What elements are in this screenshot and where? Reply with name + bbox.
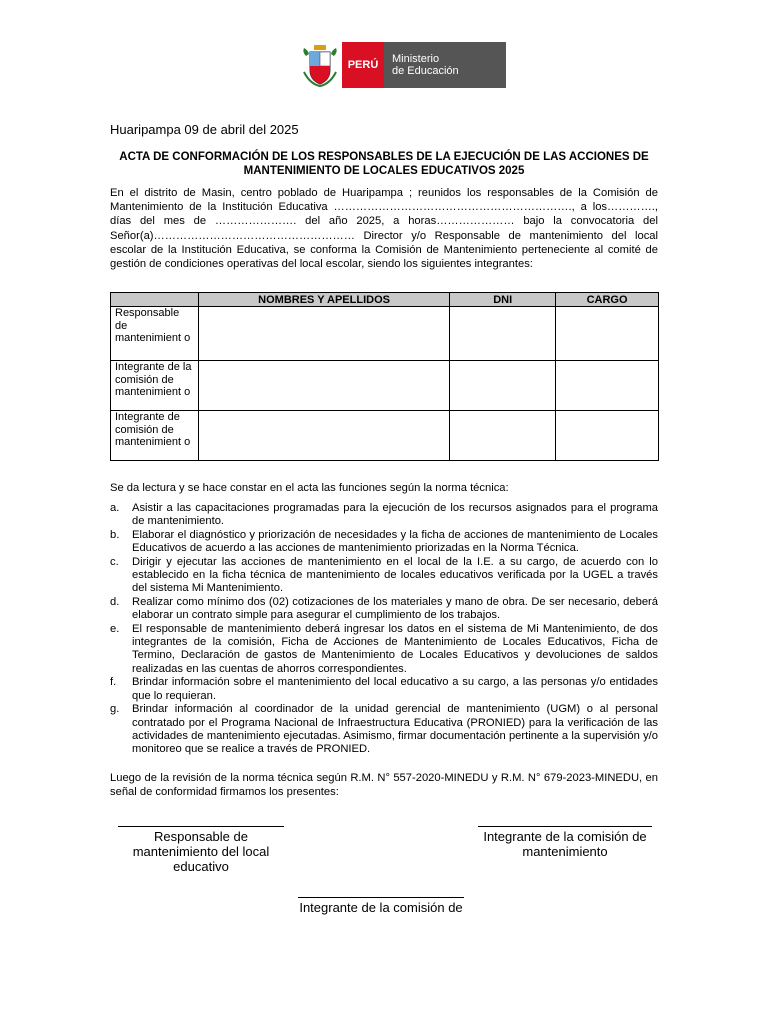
item-text: Realizar como mínimo dos (02) cotizaciones de los materiales y mano de obra. De ser necesario, deberá elaborar un contrato simple para asegurar el cumplimiento de los trabajos. [132, 595, 658, 622]
names-cell[interactable] [198, 361, 449, 411]
signature-left [118, 826, 284, 874]
list-item [110, 529, 658, 556]
dni-cell[interactable] [450, 307, 556, 361]
ministry-logo [300, 42, 506, 88]
functions-list [110, 502, 658, 757]
list-item [110, 703, 658, 757]
dni-cell[interactable] [450, 411, 556, 461]
role-cell: Integrante de la comisión de mantenimient o [111, 361, 199, 411]
coat-of-arms-icon [300, 42, 340, 88]
cargo-cell[interactable] [556, 307, 659, 361]
peru-label: PERÚ [342, 42, 384, 88]
item-text: Brindar información al coordinador de la unidad gerencial de mantenimiento (UGM) o al personal contratado por el Programa Nacional de Infraestructura Educativa (PRONIED) para la verificación de las actividades de mantenimiento ejecutadas. Asimismo, firmar documentación pertinente a la supervisión y/o monitoreo que se realice a través de PRONIED. [132, 703, 658, 756]
ministry-label [384, 42, 506, 88]
signature-right [478, 826, 652, 859]
list-item [110, 502, 658, 529]
header-cargo: CARGO [556, 293, 659, 307]
names-cell[interactable] [198, 307, 449, 361]
ministry-line-1: Ministerio [392, 53, 440, 65]
item-letter: f. [110, 676, 117, 689]
document-title [110, 150, 658, 178]
signature-right-label: Integrante de la comisión de mantenimiento [483, 829, 647, 859]
signature-bottom [298, 897, 464, 915]
list-item [110, 596, 658, 623]
table-row [111, 307, 659, 361]
role-cell: Integrante de comisión de mantenimient o [111, 411, 199, 461]
members-table [110, 292, 659, 461]
list-item [110, 676, 658, 703]
item-letter: e. [110, 622, 120, 635]
cargo-cell[interactable] [556, 411, 659, 461]
item-text: Elaborar el diagnóstico y priorización de necesidades y la ficha de acciones de mantenimiento de Locales Educativos de acuerdo a las acciones de mantenimiento priorizadas en la Norma Técnica. [132, 528, 658, 555]
signature-left-label: Responsable de mantenimiento del local educativo [132, 829, 270, 874]
list-item [110, 556, 658, 596]
item-text: Dirigir y ejecutar las acciones de mantenimiento en el local de la I.E. a su cargo, de acuerdo con lo establecido en la ficha técnica de mantenimiento de locales educativos verificada por la UGEL a través del sistema Mi Mantenimiento. [132, 555, 658, 595]
item-letter: a. [110, 502, 120, 514]
item-letter: g. [110, 703, 120, 716]
intro-paragraph: En el distrito de Masin, centro poblado de Huaripampa ; reunidos los responsables de la Comisión de Mantenimiento de la Institución Educativa ………………………………………………………., a los…………., días del mes de …………………. del año 2025, a horas………………… bajo la convocatoria del Señor(a)……………………………………………… Director y/o Responsable de mantenimiento del local escolar de la Institución Educativa, se conforma la Comisión de Mantenimiento perteneciente al comité de gestión de condiciones operativas del local escolar, siendo los siguientes integrantes: [110, 187, 658, 271]
signature-line [298, 897, 464, 898]
title-line-1: ACTA DE CONFORMACIÓN DE LOS RESPONSABLES DE LA EJECUCIÓN DE LAS ACCIONES DE [119, 151, 649, 163]
signature-bottom-label: Integrante de la comisión de [299, 900, 463, 915]
header-dni: DNI [450, 293, 556, 307]
table-row [111, 411, 659, 461]
item-letter: b. [110, 528, 120, 541]
item-text: Asistir a las capacitaciones programadas para la ejecución de los recursos asignados para el programa de mantenimiento. [132, 502, 658, 528]
signature-line [118, 826, 284, 827]
signature-line [478, 826, 652, 827]
role-cell: Responsable de mantenimient o [111, 307, 199, 361]
reading-paragraph: Se da lectura y se hace constar en el acta las funciones según la norma técnica: [110, 482, 509, 494]
dni-cell[interactable] [450, 361, 556, 411]
closing-paragraph: Luego de la revisión de la norma técnica según R.M. N° 557-2020-MINEDU y R.M. N° 679-2023-MINEDU, en señal de conformidad firmamos los presentes: [110, 772, 658, 799]
item-letter: c. [110, 555, 119, 568]
table-header-row [111, 293, 659, 307]
header-role [111, 293, 199, 307]
header-names: NOMBRES Y APELLIDOS [198, 293, 449, 307]
table-row [111, 361, 659, 411]
place-date: Huaripampa 09 de abril del 2025 [110, 122, 299, 137]
list-item [110, 623, 658, 677]
ministry-line-2: de Educación [392, 65, 459, 77]
item-text: Brindar información sobre el mantenimiento del local educativo a su cargo, a las personas y/o entidades que lo requieran. [132, 676, 658, 702]
item-letter: d. [110, 595, 120, 608]
item-text: El responsable de mantenimiento deberá ingresar los datos en el sistema de Mi Mantenimiento, de dos integrantes de la comisión, Ficha de Acciones de Mantenimiento de Locales Educativos, Ficha de Termino, Declaración de gastos de Mantenimiento de Locales Educativos y devoluciones de saldos realizadas en las cuentas de ahorros correspondientes. [132, 622, 658, 675]
cargo-cell[interactable] [556, 361, 659, 411]
names-cell[interactable] [198, 411, 449, 461]
title-line-2: MANTENIMIENTO DE LOCALES EDUCATIVOS 2025 [243, 165, 525, 177]
